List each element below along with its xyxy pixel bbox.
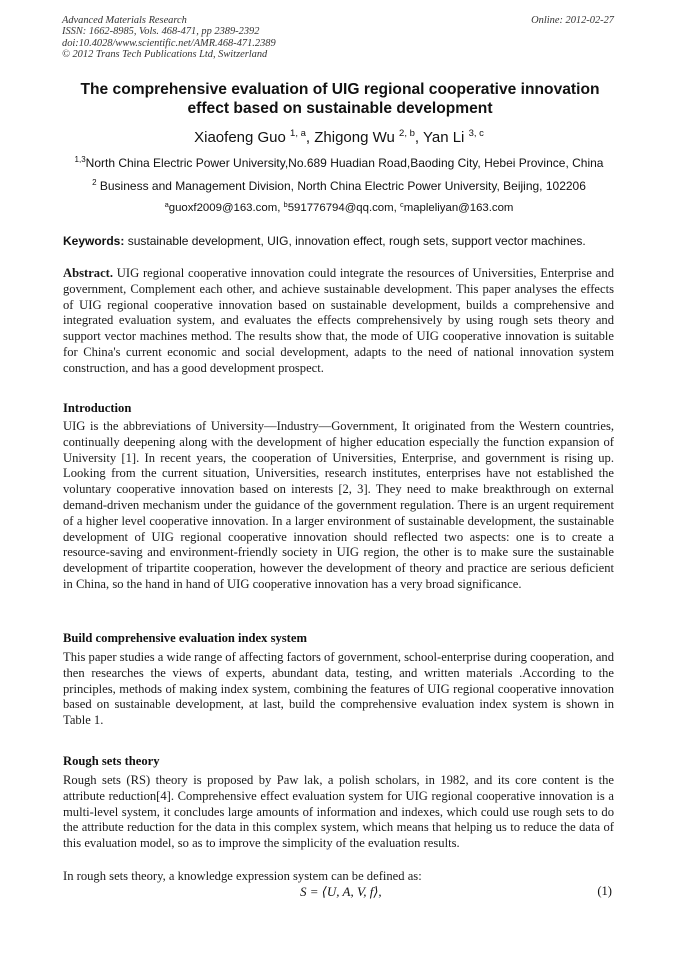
introduction-body: UIG is the abbreviations of University—Industry—Government, It originated from the Western countries, continually deepening along with the development of higher education especially the function expansion of University [1]. In recent years, the cooperation of Universities, Enterprise, and government is rising up. Looking from the current situation, Universities, research institutes, enterprises have not established the voluntary cooperative innovation based on interests [2, 3]. They need to make breakthrough on external demand-driven mechanism under the guidance of the government regulation. There is an urgent requirement of a higher level cooperative innovation. In a larger environment of sustainable development, the sustainable development of UIG regional cooperative innovation should reflected two aspects: one is to create a resource-saving and environment-friendly society in UIG region, the other is to make sure the sustainable development of tripartite cooperation, however the development of theory and practice are serious deficient in China, so the hand in hand of UIG cooperative innovation has a very broad significance. (63, 419, 614, 591)
title-line-2: effect based on sustainable development (187, 100, 493, 117)
doi-line: doi:10.4028/www.scientific.net/AMR.468-471.2389 (62, 37, 276, 49)
email-superscript: a (164, 200, 169, 209)
rough-sets-body-continued: In rough sets theory, a knowledge expression system can be defined as: (63, 869, 422, 883)
equation-number: (1) (597, 884, 612, 898)
keywords (63, 234, 586, 248)
abstract-text: UIG regional cooperative innovation could integrate the resources of Universities, Enterprise and government, Complement each other, and achieve sustainable development. This paper analyses the effects of UIG regional cooperative innovation based on sustainable development, builds a comprehensive and integrated evaluation system, and evaluates the effects comprehensively by using rough sets theory and support vector machines method. The results show that, the mode of UIG cooperative innovation is suitable for China's current economic and social development, adapts to the need of national innovation system construction, and has a good development prospect. (63, 266, 614, 375)
equation-1: S = ⟨U, A, V, f⟩, (300, 884, 382, 899)
build-index-body: This paper studies a wide range of affecting factors of government, school-enterprise during cooperation, and then researches the views of experts, abundant data, testing, and written materials .According to the principles, methods of making index system, combining the features of UIG regional cooperative innovation based on sustainable development, at last, build the comprehensive evaluation index system is shown in Table 1. (63, 650, 614, 728)
journal-name: Advanced Materials Research (62, 15, 187, 26)
affiliation-1 (0, 155, 678, 170)
issn-line: ISSN: 1662-8985, Vols. 468-471, pp 2389-2392 (62, 26, 260, 38)
keywords-text: sustainable development, UIG, innovation effect, rough sets, support vector machines. (124, 234, 586, 248)
title-line-1: The comprehensive evaluation of UIG regional cooperative innovation (80, 81, 600, 98)
author-list (0, 128, 678, 146)
author-name: Zhigong Wu (314, 129, 395, 146)
affiliation-superscript: 1,3 (74, 155, 86, 164)
email-link[interactable]: guoxf2009@163.com, (168, 202, 284, 214)
abstract-label: Abstract. (63, 266, 114, 280)
affiliation-text: Business and Management Division, North China Electric Power University, Beijing, 102206 (96, 179, 586, 193)
author-separator: , (414, 129, 423, 146)
author-name: Yan Li (422, 129, 465, 146)
rough-sets-body: Rough sets (RS) theory is proposed by Paw lak, a polish scholars, in 1982, and its core content is the attribute reduction[4]. Comprehensive effect evaluation system for UIG regional cooperative innovation is a multi-level system, it concludes large amounts of information and indexes, which could use rough sets to do the attribute reduction for the data in this complex system, which means that helping us to reduce the data of this evaluation model, so as to improve the simplicity of the evaluation results. (63, 773, 614, 851)
abstract (63, 266, 614, 377)
email-superscript: b (283, 200, 288, 209)
online-date: Online: 2012-02-27 (531, 15, 614, 26)
paper-title (60, 80, 620, 118)
journal-header (62, 15, 614, 61)
author-name: Xiaofeng Guo (194, 129, 286, 146)
email-link[interactable]: 591776794@qq.com, (287, 202, 400, 214)
affiliation-superscript: 2 (92, 178, 97, 187)
email-list (0, 200, 678, 214)
author-separator: , (305, 129, 315, 146)
section-heading-rough-sets: Rough sets theory (63, 754, 160, 768)
copyright-line: © 2012 Trans Tech Publications Ltd, Switzerland (62, 49, 268, 61)
affiliation-text: North China Electric Power University,No.689 Huadian Road,Baoding City, Hebei Province, China (85, 156, 604, 170)
email-link[interactable]: mapleliyan@163.com (403, 202, 514, 214)
affiliation-2 (0, 178, 678, 193)
keywords-label: Keywords: (63, 234, 125, 248)
author-superscript: 3, c (468, 128, 484, 139)
section-heading-introduction: Introduction (63, 401, 132, 415)
email-superscript: c (399, 200, 404, 209)
author-superscript: 2, b (399, 128, 415, 139)
author-superscript: 1, a (290, 128, 306, 139)
section-heading-build-index: Build comprehensive evaluation index system (63, 631, 307, 645)
